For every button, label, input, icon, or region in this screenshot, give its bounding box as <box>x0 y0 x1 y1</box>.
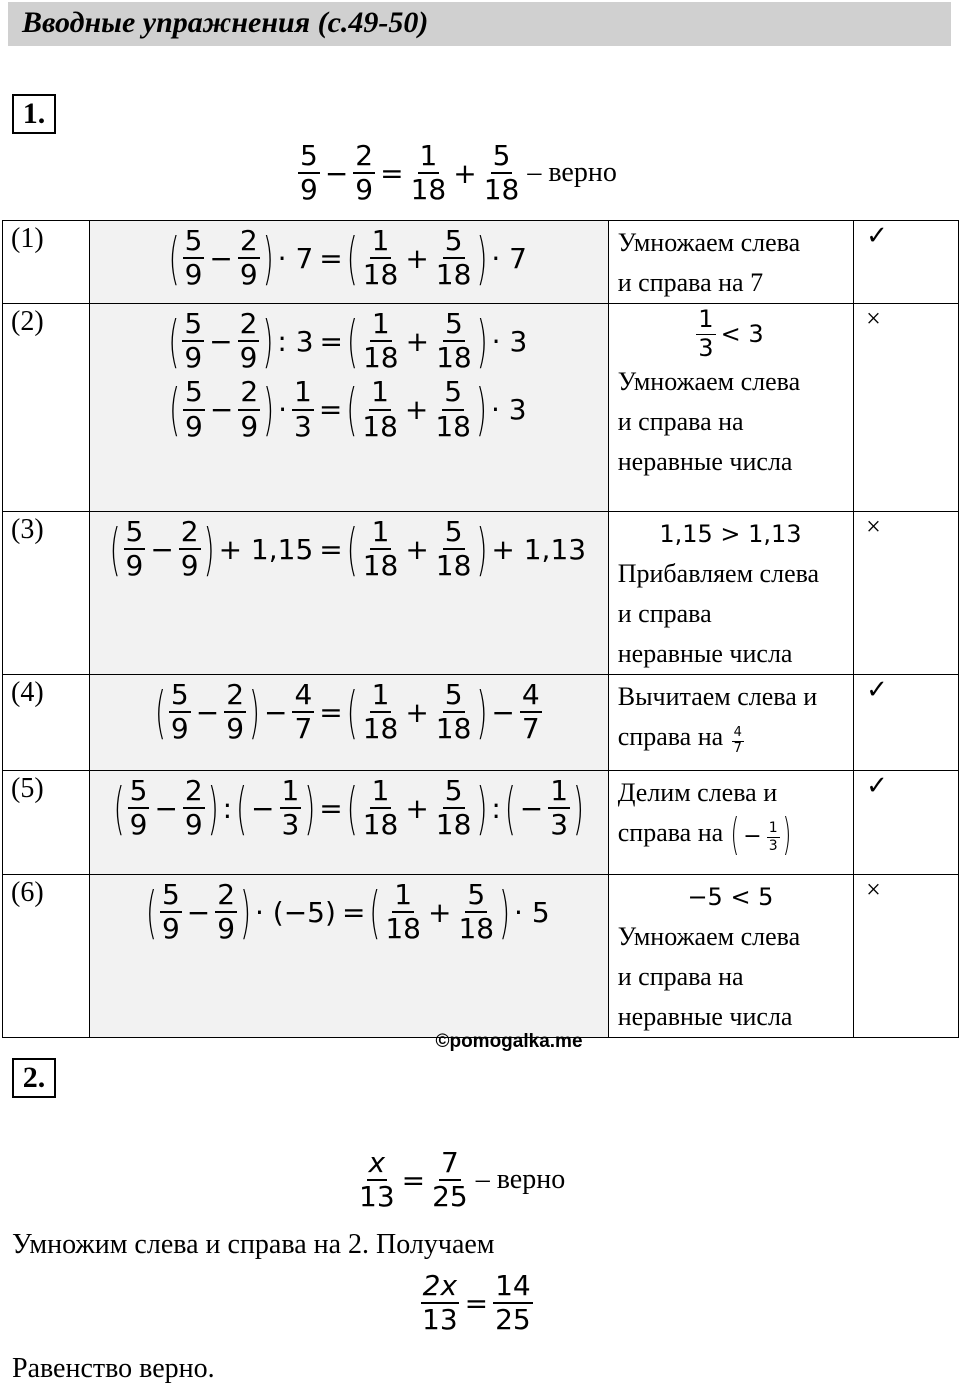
row-index: (1) <box>3 221 90 304</box>
row-note: 1,15 > 1,13 Прибавляем слева и справа неравные числа <box>608 512 853 675</box>
row-equation: ( $\frac{5}{9}$ − $\frac{2}{9}$ ) + 1,15 = ( $\frac{1}{18}$ + $\frac{5}{18}$ ) + 1,13 <box>89 512 608 675</box>
page-title: Вводные упражнения (с.49-50) <box>22 6 429 39</box>
row-index: (3) <box>3 512 90 675</box>
cross-icon: × <box>854 875 959 1038</box>
check-icon: ✓ <box>854 221 959 304</box>
cross-icon: × <box>854 512 959 675</box>
row-note: Вычитаем слева и справа на $\frac{4}{7}$ <box>608 675 853 771</box>
table-row <box>3 304 959 512</box>
check-icon: ✓ <box>854 771 959 875</box>
task-number-1: 1. <box>12 94 56 134</box>
watermark: ©pomogalka.me <box>435 1031 583 1052</box>
row-equation: ( $\frac{5}{9}$ − $\frac{2}{9}$ ) · 7 = ( $\frac{1}{18}$ + $\frac{5}{18}$ ) · 7 <box>89 221 608 304</box>
task2-equation-1: $\frac{x}{13}$ = $\frac{7}{25}$ – верно <box>359 1146 566 1214</box>
task2-text-2: Равенство верно. <box>12 1353 215 1384</box>
row-note: Умножаем слева и справа на 7 <box>608 221 853 304</box>
cross-icon: × <box>854 304 959 512</box>
table-row <box>3 512 959 675</box>
title-bar <box>8 2 951 46</box>
table-row <box>3 875 959 1038</box>
row-index: (2) <box>3 304 90 512</box>
main-equation: $\frac{5}{9}$ − $\frac{2}{9}$ = $\frac{1}{18}$ + $\frac{5}{18}$ – верно <box>300 139 617 207</box>
row-note: Делим слева и справа на ( − $\frac{1}{3}$ ) <box>608 771 853 875</box>
row-equation: ( $\frac{5}{9}$ − $\frac{2}{9}$ ) : 3 = ( $\frac{1}{18}$ + $\frac{5}{18}$ ) · 3 ( $\frac{5}{9}$ − $\frac{2}{9}$ ) · $\frac{1}{3}$ = ( $\frac{1}{18}$ + $\frac{5}{18}$ ) · 3 <box>89 304 608 512</box>
row-index: (6) <box>3 875 90 1038</box>
row-note: $\frac{1}{3}$ < 3 Умножаем слева и справа на неравные числа <box>608 304 853 512</box>
row-index: (4) <box>3 675 90 771</box>
row-index: (5) <box>3 771 90 875</box>
row-equation: ( $\frac{5}{9}$ − $\frac{2}{9}$ ) : ( − $\frac{1}{3}$ ) = ( $\frac{1}{18}$ + $\frac{5}{18}$ ) : ( − $\frac{1}{3}$ ) <box>89 771 608 875</box>
transformations-table <box>2 220 959 1038</box>
task2-equation-2: $\frac{2x}{13}$ = $\frac{14}{25}$ <box>422 1269 531 1337</box>
task2-text-1: Умножим слева и справа на 2. Получаем <box>12 1229 495 1260</box>
row-equation: ( $\frac{5}{9}$ − $\frac{2}{9}$ ) − $\frac{4}{7}$ = ( $\frac{1}{18}$ + $\frac{5}{18}$ ) − $\frac{4}{7}$ <box>89 675 608 771</box>
row-note: −5 < 5 Умножаем слева и справа на неравные числа <box>608 875 853 1038</box>
table-row <box>3 771 959 875</box>
task-number-2: 2. <box>12 1058 56 1098</box>
check-icon: ✓ <box>854 675 959 771</box>
row-equation: ( $\frac{5}{9}$ − $\frac{2}{9}$ ) · (−5) = ( $\frac{1}{18}$ + $\frac{5}{18}$ ) · 5 <box>89 875 608 1038</box>
table-row <box>3 675 959 771</box>
table-row <box>3 221 959 304</box>
